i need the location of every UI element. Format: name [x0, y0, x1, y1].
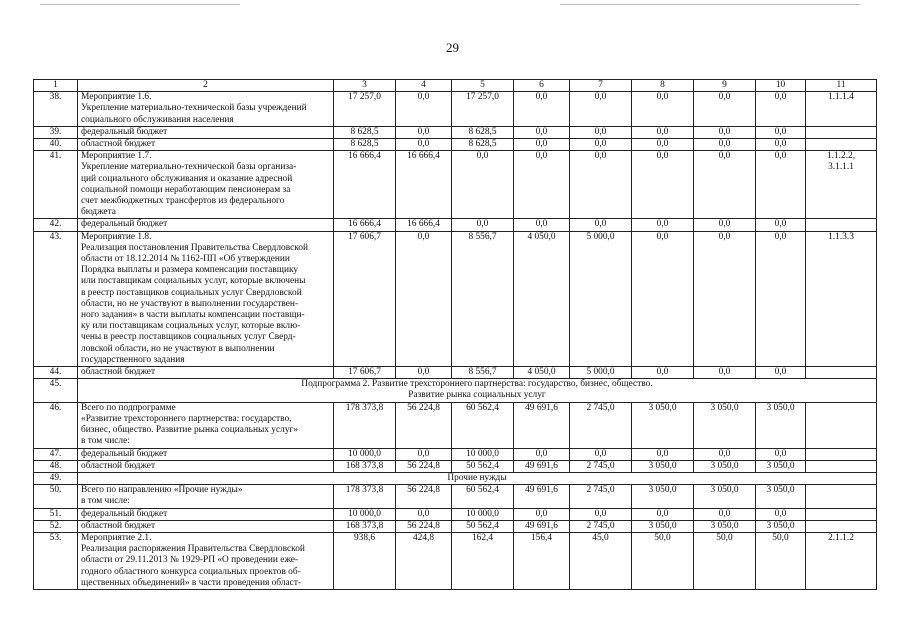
- table-row: [34, 367, 877, 379]
- value-cell: 50,0: [756, 532, 806, 589]
- section-row: [34, 472, 877, 484]
- row-name: областной бюджет: [78, 139, 334, 151]
- value-cell: 0,0: [694, 367, 756, 379]
- target-indicator: [806, 448, 877, 460]
- budget-table: [33, 79, 877, 590]
- row-number: 45.: [34, 379, 78, 402]
- value-cell: 0,0: [396, 139, 452, 151]
- row-number: 42.: [34, 219, 78, 231]
- row-number: 53.: [34, 532, 78, 589]
- value-cell: 56 224,8: [396, 402, 452, 448]
- value-cell: 3 050,0: [756, 485, 806, 508]
- value-cell: 0,0: [514, 219, 570, 231]
- row-number: 44.: [34, 367, 78, 379]
- value-cell: 0,0: [396, 92, 452, 127]
- value-cell: 3 050,0: [632, 460, 694, 472]
- header-cell: 2: [78, 80, 334, 92]
- table-row: [34, 126, 877, 138]
- target-indicator: [806, 508, 877, 520]
- row-name: Всего по направлению «Прочие нужды» в том числе:: [78, 485, 334, 508]
- value-cell: 3 050,0: [756, 460, 806, 472]
- value-cell: 162,4: [452, 532, 514, 589]
- value-cell: 0,0: [452, 151, 514, 219]
- value-cell: 0,0: [632, 92, 694, 127]
- header-cell: 5: [452, 80, 514, 92]
- value-cell: 0,0: [632, 151, 694, 219]
- value-cell: 10 000,0: [334, 448, 396, 460]
- value-cell: 16 666,4: [396, 219, 452, 231]
- value-cell: 0,0: [694, 92, 756, 127]
- value-cell: 8 628,5: [334, 126, 396, 138]
- value-cell: 56 224,8: [396, 460, 452, 472]
- value-cell: 0,0: [756, 367, 806, 379]
- value-cell: 8 628,5: [334, 139, 396, 151]
- value-cell: 0,0: [514, 508, 570, 520]
- value-cell: 0,0: [694, 151, 756, 219]
- value-cell: 0,0: [396, 231, 452, 366]
- value-cell: 0,0: [756, 448, 806, 460]
- value-cell: 0,0: [570, 139, 632, 151]
- value-cell: 5 000,0: [570, 231, 632, 366]
- top-rule-left: [40, 4, 240, 5]
- value-cell: 3 050,0: [632, 402, 694, 448]
- value-cell: 0,0: [514, 126, 570, 138]
- value-cell: 17 606,7: [334, 367, 396, 379]
- value-cell: 0,0: [632, 126, 694, 138]
- value-cell: 50,0: [632, 532, 694, 589]
- value-cell: 0,0: [694, 508, 756, 520]
- row-name: Мероприятие 1.6. Укрепление материально-технической базы учреждений социального обслуживания населения: [78, 92, 334, 127]
- row-name: Мероприятие 2.1. Реализация распоряжения Правительства Свердловской области от 29.11.2013 № 1929-РП «О проведении еже- годного областного конкурса социальных проектов об- щественных объединений» в части проведения област-: [78, 532, 334, 589]
- value-cell: 3 050,0: [632, 520, 694, 532]
- value-cell: 0,0: [514, 92, 570, 127]
- value-cell: 8 556,7: [452, 367, 514, 379]
- value-cell: 49 691,6: [514, 485, 570, 508]
- value-cell: 60 562,4: [452, 485, 514, 508]
- row-name: областной бюджет: [78, 520, 334, 532]
- value-cell: 4 050,0: [514, 231, 570, 366]
- table-row: [34, 231, 877, 366]
- value-cell: 0,0: [756, 126, 806, 138]
- target-indicator: [806, 485, 877, 508]
- value-cell: 16 666,4: [396, 151, 452, 219]
- row-name: федеральный бюджет: [78, 219, 334, 231]
- value-cell: 0,0: [396, 126, 452, 138]
- value-cell: 50 562,4: [452, 520, 514, 532]
- row-number: 47.: [34, 448, 78, 460]
- value-cell: 0,0: [570, 219, 632, 231]
- row-name: Мероприятие 1.8. Реализация постановления Правительства Свердловской области от 18.12.2014 № 1162-ПП «Об утверждении Порядка выплаты и размера компенсации поставщику или поставщикам социальных услуг, которые включены в реестр поставщиков социальных услуг Свердловской области, но не участвуют в выполнении государствен- ного задания» в части выплаты компенсации поставщи- ку или поставщикам социальных услуг, которые вклю- чены в реестр поставщиков социальных услуг Сверд- ловской области, но не участвуют в выполнении государственного задания: [78, 231, 334, 366]
- table-row: [34, 532, 877, 589]
- target-indicator: [806, 219, 877, 231]
- value-cell: 10 000,0: [334, 508, 396, 520]
- row-name: областной бюджет: [78, 367, 334, 379]
- row-name: федеральный бюджет: [78, 508, 334, 520]
- value-cell: 16 666,4: [334, 151, 396, 219]
- value-cell: 0,0: [514, 139, 570, 151]
- column-number-header: [34, 80, 877, 92]
- value-cell: 0,0: [694, 139, 756, 151]
- target-indicator: [806, 520, 877, 532]
- value-cell: 49 691,6: [514, 402, 570, 448]
- value-cell: 0,0: [756, 231, 806, 366]
- value-cell: 178 373,8: [334, 402, 396, 448]
- table-row: [34, 139, 877, 151]
- value-cell: 0,0: [756, 92, 806, 127]
- value-cell: 2 745,0: [570, 520, 632, 532]
- value-cell: 3 050,0: [694, 520, 756, 532]
- value-cell: 0,0: [396, 448, 452, 460]
- section-row: [34, 379, 877, 402]
- value-cell: 168 373,8: [334, 520, 396, 532]
- row-name: федеральный бюджет: [78, 126, 334, 138]
- value-cell: 0,0: [694, 219, 756, 231]
- value-cell: 424,8: [396, 532, 452, 589]
- value-cell: 4 050,0: [514, 367, 570, 379]
- target-indicator: [806, 367, 877, 379]
- value-cell: 2 745,0: [570, 460, 632, 472]
- value-cell: 0,0: [632, 448, 694, 460]
- value-cell: 0,0: [694, 448, 756, 460]
- header-cell: 1: [34, 80, 78, 92]
- target-indicator: 1.1.3.3: [806, 231, 877, 366]
- value-cell: 0,0: [694, 231, 756, 366]
- value-cell: 0,0: [570, 92, 632, 127]
- value-cell: 2 745,0: [570, 402, 632, 448]
- value-cell: 56 224,8: [396, 520, 452, 532]
- section-title: Прочие нужды: [78, 472, 877, 484]
- value-cell: 0,0: [632, 508, 694, 520]
- value-cell: 2 745,0: [570, 485, 632, 508]
- value-cell: 16 666,4: [334, 219, 396, 231]
- table-row: [34, 520, 877, 532]
- value-cell: 938,6: [334, 532, 396, 589]
- header-cell: 11: [806, 80, 877, 92]
- value-cell: 17 257,0: [334, 92, 396, 127]
- row-name: Мероприятие 1.7. Укрепление материально-технической базы организа- ций социального обслуживания и оказание адресной социальной помощи неработающим пенсионерам за счет межбюджетных трансфертов из федерального бюджета: [78, 151, 334, 219]
- row-number: 40.: [34, 139, 78, 151]
- value-cell: 45,0: [570, 532, 632, 589]
- table-row: [34, 508, 877, 520]
- value-cell: 0,0: [756, 151, 806, 219]
- value-cell: 56 224,8: [396, 485, 452, 508]
- section-title: Подпрограмма 2. Развитие трехстороннего партнерства: государство, бизнес, общество. Развитие рынка социальных услуг: [78, 379, 877, 402]
- value-cell: 0,0: [514, 448, 570, 460]
- value-cell: 3 050,0: [694, 460, 756, 472]
- value-cell: 5 000,0: [570, 367, 632, 379]
- value-cell: 17 257,0: [452, 92, 514, 127]
- header-cell: 6: [514, 80, 570, 92]
- table-row: [34, 92, 877, 127]
- target-indicator: 1.1.2.2, 3.1.1.1: [806, 151, 877, 219]
- table-row: [34, 485, 877, 508]
- header-cell: 4: [396, 80, 452, 92]
- value-cell: 10 000,0: [452, 448, 514, 460]
- value-cell: 0,0: [396, 508, 452, 520]
- value-cell: 156,4: [514, 532, 570, 589]
- value-cell: 0,0: [756, 219, 806, 231]
- value-cell: 49 691,6: [514, 460, 570, 472]
- value-cell: 8 628,5: [452, 126, 514, 138]
- value-cell: 3 050,0: [694, 485, 756, 508]
- page-number: 29: [446, 40, 459, 55]
- value-cell: 3 050,0: [694, 402, 756, 448]
- value-cell: 0,0: [694, 126, 756, 138]
- value-cell: 0,0: [632, 367, 694, 379]
- value-cell: 0,0: [756, 508, 806, 520]
- target-indicator: [806, 460, 877, 472]
- header-cell: 10: [756, 80, 806, 92]
- row-number: 39.: [34, 126, 78, 138]
- header-cell: 9: [694, 80, 756, 92]
- header-cell: 8: [632, 80, 694, 92]
- value-cell: 3 050,0: [632, 485, 694, 508]
- value-cell: 0,0: [452, 219, 514, 231]
- top-rule-right: [560, 4, 860, 5]
- value-cell: 0,0: [570, 126, 632, 138]
- row-name: федеральный бюджет: [78, 448, 334, 460]
- row-number: 52.: [34, 520, 78, 532]
- value-cell: 168 373,8: [334, 460, 396, 472]
- header-cell: 3: [334, 80, 396, 92]
- target-indicator: 1.1.1.4: [806, 92, 877, 127]
- table-row: [34, 151, 877, 219]
- row-name: областной бюджет: [78, 460, 334, 472]
- row-number: 43.: [34, 231, 78, 366]
- value-cell: 50,0: [694, 532, 756, 589]
- value-cell: 0,0: [632, 231, 694, 366]
- value-cell: 49 691,6: [514, 520, 570, 532]
- row-number: 51.: [34, 508, 78, 520]
- value-cell: 3 050,0: [756, 402, 806, 448]
- table-row: [34, 402, 877, 448]
- table-row: [34, 460, 877, 472]
- value-cell: 10 000,0: [452, 508, 514, 520]
- value-cell: 0,0: [514, 151, 570, 219]
- value-cell: 0,0: [396, 367, 452, 379]
- table-row: [34, 219, 877, 231]
- table-row: [34, 448, 877, 460]
- value-cell: 50 562,4: [452, 460, 514, 472]
- row-number: 41.: [34, 151, 78, 219]
- value-cell: 0,0: [570, 151, 632, 219]
- value-cell: 0,0: [570, 448, 632, 460]
- row-number: 46.: [34, 402, 78, 448]
- value-cell: 0,0: [756, 139, 806, 151]
- header-cell: 7: [570, 80, 632, 92]
- row-number: 50.: [34, 485, 78, 508]
- value-cell: 0,0: [570, 508, 632, 520]
- value-cell: 8 628,5: [452, 139, 514, 151]
- value-cell: 178 373,8: [334, 485, 396, 508]
- target-indicator: [806, 126, 877, 138]
- value-cell: 60 562,4: [452, 402, 514, 448]
- row-number: 48.: [34, 460, 78, 472]
- row-number: 38.: [34, 92, 78, 127]
- target-indicator: [806, 402, 877, 448]
- target-indicator: [806, 139, 877, 151]
- target-indicator: 2.1.1.2: [806, 532, 877, 589]
- value-cell: 8 556,7: [452, 231, 514, 366]
- row-number: 49.: [34, 472, 78, 484]
- row-name: Всего по подпрограмме «Развитие трехстороннего партнерства: государство, бизнес, общество. Развитие рынка социальных услуг» в том числе:: [78, 402, 334, 448]
- value-cell: 3 050,0: [756, 520, 806, 532]
- value-cell: 17 606,7: [334, 231, 396, 366]
- value-cell: 0,0: [632, 219, 694, 231]
- value-cell: 0,0: [632, 139, 694, 151]
